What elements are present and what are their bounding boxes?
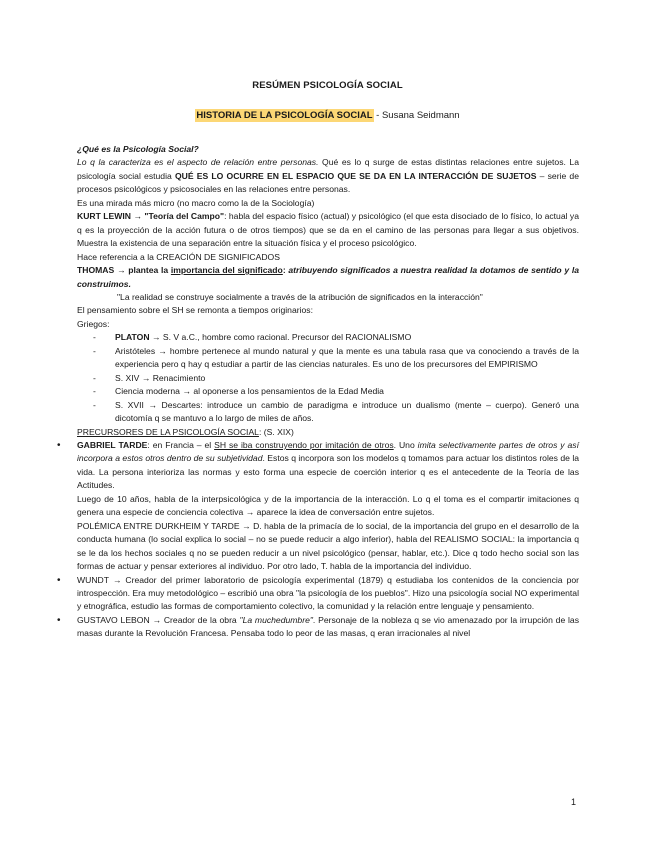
subtitle-author: - Susana Seidmann: [373, 110, 460, 121]
document-body: [77, 143, 579, 641]
paragraph-lewin: [77, 210, 579, 250]
tarde-underline: SH se iba construyendo por imitación de otros: [214, 439, 394, 450]
page-number: 1: [571, 797, 577, 807]
paragraph-quote: "La realidad se construye socialmente a través de la atribución de significados en la interacción": [117, 291, 483, 302]
p1-bold: QUÉ ES LO OCURRE EN EL ESPACIO QUE SE DA EN LA INTERACCIÓN DE SUJETOS: [174, 170, 537, 181]
list-item: [115, 345, 579, 372]
list-item-tarde: [77, 439, 579, 574]
list-item: [115, 372, 579, 385]
list-item-lebon: [77, 614, 579, 641]
section-question-heading: ¿Qué es la Psicología Social?: [77, 144, 199, 154]
precursores-rest: : (S. XIX): [258, 426, 294, 437]
tarde-paragraph-3: POLÉMICA ENTRE DURKHEIM Y TARDE → D. habla de la primacía de lo social, de la importancia del grupo en el desarrollo de la conducta humana (lo social explica lo social – no se puede reducir a algo inferior), habla del REALISMO SOCIAL: la importancia q se le da los hechos sociales q no se pueden reducir a un nivel psicológico (pensar, hablar, etc.). Dice q todo hecho social son las formas de actuar y pensar exteriores al individuo. Por otro lado, T. habla de la importancia del individuo.: [77, 520, 579, 572]
lewin-rest: : habla del espacio físico (actual) y psicológico (el que esta disociado de lo físico, lo actual ya q es la proyección de la acción futura o de otros tiempos) que se da en el camino de las personas para llegar a sus objetivos. Muestra la existencia de una separación entre la situación física y el proceso psicológico.: [77, 211, 579, 249]
list-item-text: Ciencia moderna → al oponerse a los pensamientos de la Edad Media: [115, 386, 384, 397]
list-item: [115, 385, 579, 398]
list-item-text: S. V a.C., hombre como racional. Precursor del RACIONALISMO: [162, 332, 412, 343]
precursores-list: [77, 439, 579, 641]
tarde-b: . Uno: [393, 439, 418, 450]
tarde-a: : en Francia – el: [147, 439, 215, 450]
thomas-underline: importancia del significado: [170, 265, 283, 276]
list-item-text: Aristóteles → hombre pertenece al mundo natural y que la mente es una tabula rasa que va conociendo a través de la experiencia pero q hay q estudiar a partir de las ciencias naturales. Es uno de los precursores del EMPIRISMO: [115, 345, 579, 370]
list-item-bold: PLATON →: [115, 332, 163, 343]
paragraph-micro: Es una mirada más micro (no macro como la de la Sociología): [77, 197, 315, 208]
paragraph-precursores: [77, 426, 579, 439]
list-item-text: S. XVII → Descartes: introduce un cambio de paradigma e introduce un dualismo (mente – cuerpo). Generó una dicotomía q se mantuvo a lo largo de miles de años.: [115, 399, 579, 424]
document-subtitle: [0, 110, 655, 121]
paragraph-origins: El pensamiento sobre el SH se remonta a tiempos originarios:: [77, 305, 313, 316]
list-item: [115, 399, 579, 426]
greeks-list: [77, 331, 579, 425]
paragraph-thomas: [77, 264, 579, 291]
list-item: [115, 331, 579, 344]
paragraph-greeks: Griegos:: [77, 318, 110, 329]
p4-bold: CREACIÓN DE SIGNIFICADOS: [156, 251, 280, 262]
lebon-rest: . Personaje de la nobleza q se vio amenazado por la irrupción de las masas durante la Revolución Francesa. Pensaba todo lo peor de las masas, q eran irracionales al nivel: [77, 614, 579, 639]
subtitle-highlight: HISTORIA DE LA PSICOLOGÍA SOCIAL: [196, 110, 373, 121]
thomas-colon: :: [282, 265, 289, 276]
tarde-italic: imita selectivamente partes de otros y así incorpora a estos otros dentro de su subjetividad: [77, 439, 579, 464]
precursores-heading: PRECURSORES DE LA PSICOLOGÍA SOCIAL: [77, 426, 259, 437]
p1-end: – serie de procesos psicológicos y psicosociales en las relaciones entre personas.: [77, 170, 579, 195]
tarde-bold: GABRIEL TARDE: [77, 439, 148, 450]
thomas-pre: THOMAS → plantea la: [77, 265, 171, 276]
p1-italic: Lo q la caracteriza es el aspecto de relación entre personas.: [77, 157, 319, 168]
tarde-paragraph-2: Luego de 10 años, habla de la interpsicológica y de la importancia de la interacción. Lo q el toma es el compartir imitaciones q genera una especie de conciencia colectiva → aparece la idea de conversación entre sujetos.: [77, 493, 579, 518]
wundt-text: WUNDT → Creador del primer laboratorio de psicología experimental (1879) q estudiaba los contenidos de la conciencia por introspección. Era muy metodológico – escribió una obra "la psicología de los pueblos". Hizo una psicología social NO experimental y etnográfica, estudio las formas de comportamiento colectivo, la comunidad y la relación entre lenguaje y pensamiento.: [77, 574, 579, 612]
lewin-bold: KURT LEWIN → "Teoría del Campo": [77, 211, 225, 222]
p1-rest: Qué es lo q surge de estas distintas relaciones entre sujetos. La psicología social estudia: [77, 157, 579, 181]
lebon-bold: GUSTAVO LEBON → Creador de la obra: [77, 614, 240, 625]
lebon-italic: "La muchedumbre": [239, 614, 313, 625]
tarde-c: . Estos q incorpora son los modelos q tomamos para actuar los distintos roles de la vida. La persona interioriza las normas y esto forma una especie de coerción interior q es el antecedente de la Teoría de las Actitudes.: [77, 453, 580, 491]
paragraph-significados: [77, 251, 579, 264]
thomas-italic: atribuyendo significados a nuestra realidad la dotamos de sentido y la construimos.: [77, 265, 580, 289]
p4-pre: Hace referencia a la: [77, 251, 157, 262]
document-title: RESÚMEN PSICOLOGÍA SOCIAL: [252, 80, 403, 91]
list-item-text: S. XIV → Renacimiento: [115, 372, 206, 383]
list-item-wundt: [77, 574, 579, 614]
tarde-paragraph-1: [77, 439, 579, 493]
paragraph-definition: [77, 156, 579, 196]
